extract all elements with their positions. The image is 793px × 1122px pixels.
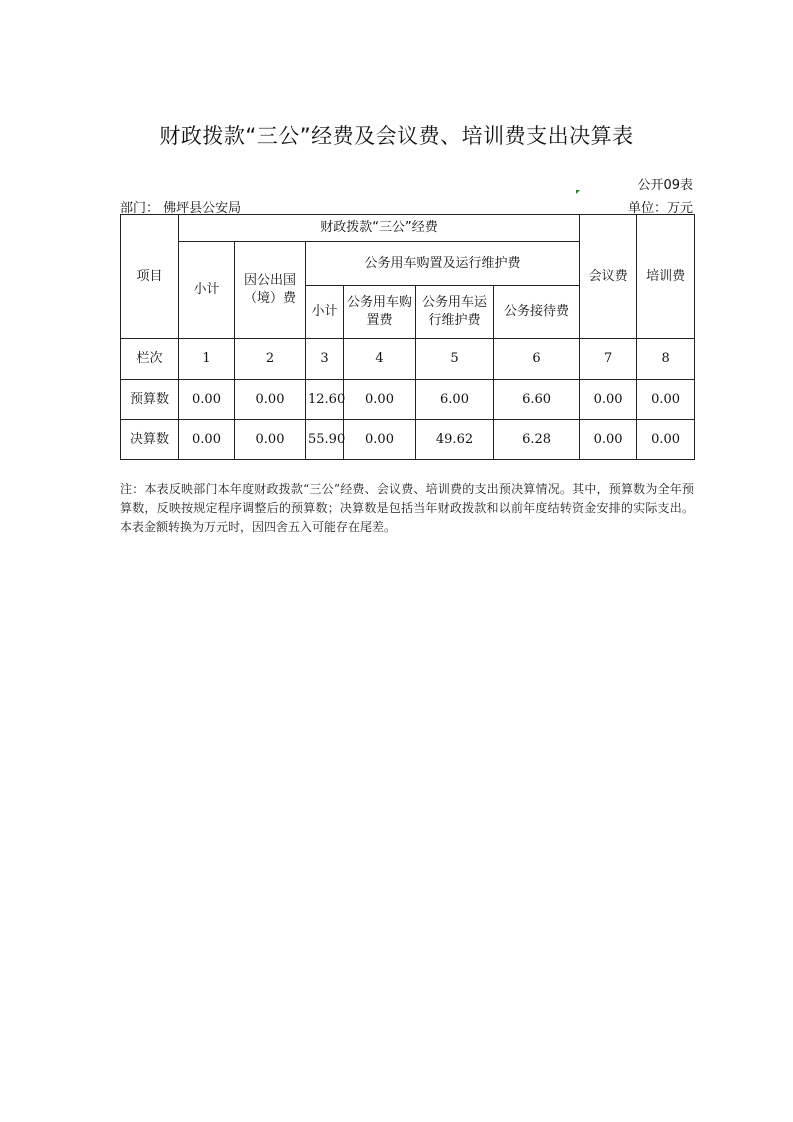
header-reception-fee: 公务接待费 <box>494 286 580 339</box>
table-cell: 0.00 <box>344 420 416 460</box>
table-cell: 0.00 <box>580 420 637 460</box>
department-label: 部门： 佛坪县公安局 <box>120 201 242 216</box>
table-cell: 6 <box>494 339 580 380</box>
header-meeting-fee: 会议费 <box>580 215 637 339</box>
table-cell: 1 <box>179 339 235 380</box>
table-cell: 0.00 <box>179 420 235 460</box>
table-cell: 6.28 <box>494 420 580 460</box>
cell-comment-marker <box>576 190 580 194</box>
form-number: 公开09表 <box>637 178 693 193</box>
expenditure-table <box>120 214 695 460</box>
header-training-fee: 培训费 <box>637 215 695 339</box>
table-row <box>121 339 695 380</box>
header-vehicle-operation: 公务用车运行维护费 <box>416 286 494 339</box>
table-cell: 49.62 <box>416 420 494 460</box>
unit-label: 单位：万元 <box>627 201 693 216</box>
header-vehicle-subtotal: 小计 <box>306 286 344 339</box>
row-label: 栏次 <box>121 339 179 380</box>
header-abroad-fee: 因公出国（境）费 <box>235 242 306 339</box>
table-cell: 0.00 <box>580 380 637 420</box>
table-cell: 0.00 <box>637 380 695 420</box>
table-cell: 8 <box>637 339 695 380</box>
header-vehicle-group: 公务用车购置及运行维护费 <box>306 242 580 286</box>
page-title: 财政拨款“三公”经费及会议费、培训费支出决算表 <box>159 124 634 148</box>
table-cell: 2 <box>235 339 306 380</box>
table-cell: 6.60 <box>494 380 580 420</box>
header-item: 项目 <box>121 215 179 339</box>
table-cell: 3 <box>306 339 344 380</box>
footnote: 注：本表反映部门本年度财政拨款“三公”经费、会议费、培训费的支出预决算情况。其中，预算数为全年预算数，反映按规定程序调整后的预算数；决算数是包括当年财政拨款和以前年度结转资金安排的实际支出。本表金额转换为万元时，因四舍五入可能存在尾差。 <box>120 482 694 535</box>
table-row <box>121 380 695 420</box>
table-cell: 0.00 <box>235 380 306 420</box>
table-cell: 7 <box>580 339 637 380</box>
table-cell: 0.00 <box>344 380 416 420</box>
row-label: 决算数 <box>121 420 179 460</box>
header-three-public-funds: 财政拨款“三公”经费 <box>179 215 580 242</box>
table-cell: 5 <box>416 339 494 380</box>
table-cell: 0.00 <box>179 380 235 420</box>
table-cell: 0.00 <box>235 420 306 460</box>
table-cell: 0.00 <box>637 420 695 460</box>
header-subtotal: 小计 <box>179 242 235 339</box>
table-cell: 55.90 <box>306 420 344 460</box>
header-vehicle-purchase: 公务用车购置费 <box>344 286 416 339</box>
row-label: 预算数 <box>121 380 179 420</box>
table-cell: 4 <box>344 339 416 380</box>
table-cell: 6.00 <box>416 380 494 420</box>
table-cell: 12.60 <box>306 380 344 420</box>
table-row <box>121 420 695 460</box>
